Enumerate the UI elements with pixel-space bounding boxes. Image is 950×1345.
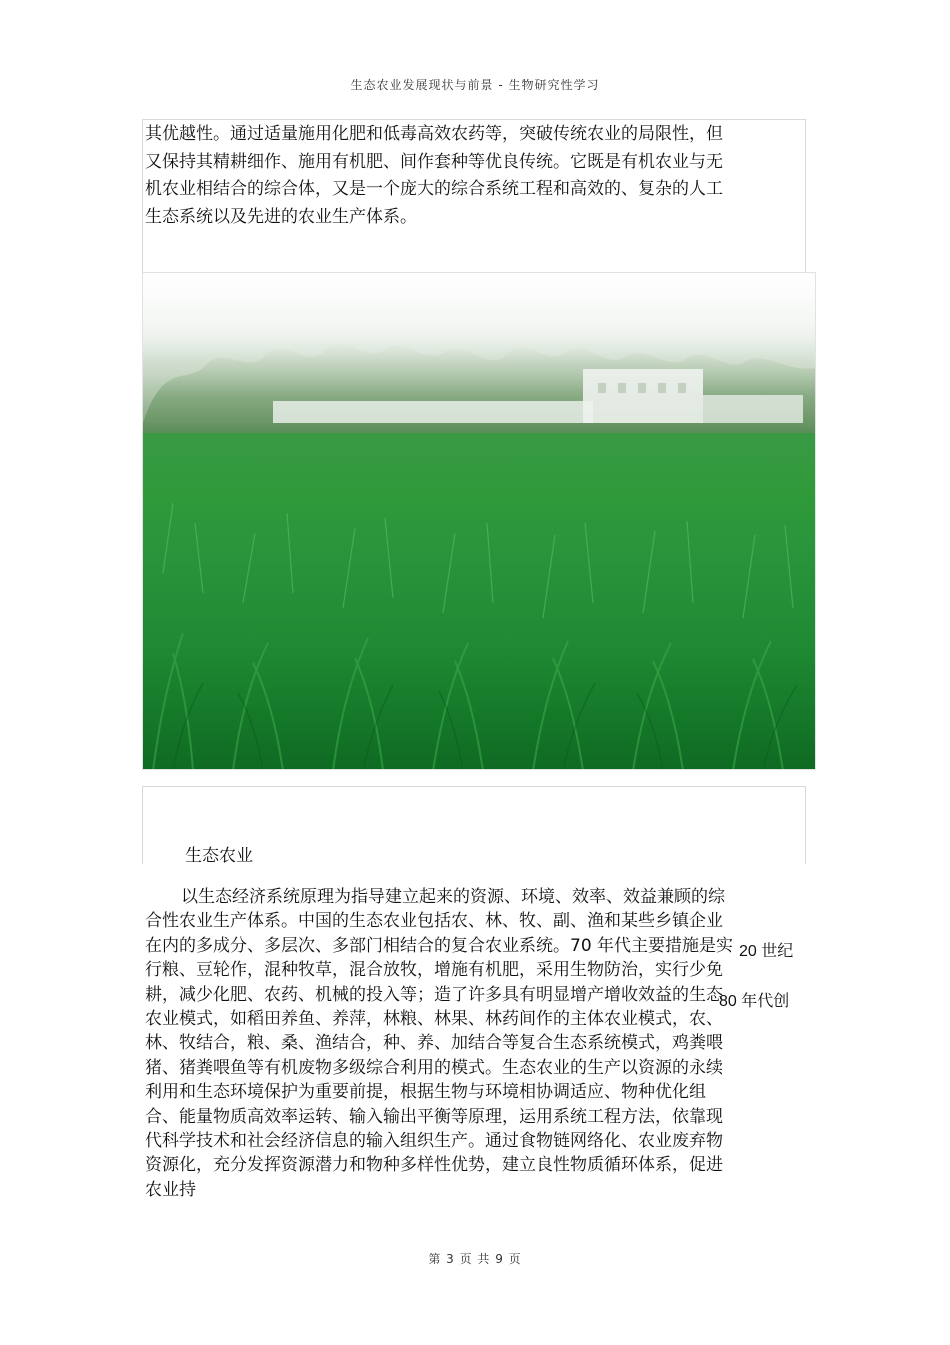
side-note-decade: 80 年代创 <box>719 993 790 1010</box>
page-footer: 第 3 页 共 9 页 <box>428 1252 522 1266</box>
rice-field-photo <box>142 272 816 770</box>
rice-field-illustration <box>143 273 816 770</box>
intro-paragraph: 其优越性。通过适量施用化肥和低毒高效农药等，突破传统农业的局限性，但又保持其精耕细作、施用有机肥、间作套种等优良传统。它既是有机农业与无机农业相结合的综合体，又是一个庞大的综合系统工程和高效的、复杂的人工生态系统以及先进的农业生产体系。 <box>145 124 723 227</box>
page-header: 生态农业发展现状与前景 - 生物研究性学习 <box>350 78 600 92</box>
figure-caption: 生态农业 <box>185 846 253 866</box>
main-paragraph: 以生态经济系统原理为指导建立起来的资源、环境、效率、效益兼顾的综合性农业生产体系。中国的生态农业包括农、林、牧、副、渔和某些乡镇企业在内的多成分、多层次、多部门相结合的复合农业系统。70 年代主要措施是实行粮、豆轮作，混种牧草，混合放牧，增施有机肥，采用生物防治，实行少免耕，减少化肥、农药、机械的投入等；造了许多具有明显增产增收效益的生态农业模式，如稻田养鱼、养萍，林粮、林果、林药间作的主体农业模式，农、林、牧结合，粮、桑、渔结合，种、养、加结合等复合生态系统模式，鸡粪喂猪、猪粪喂鱼等有机废物多级综合利用的模式。生态农业的生产以资源的永续利用和生态环境保护为重要前提，根据生物与环境相协调适应、物种优化组合、能量物质高效率运转、输入输出平衡等原理，运用系统工程方法，依靠现代科学技术和社会经济信息的输入组织生产。通过食物链网络化、农业废弃物资源化，充分发挥资源潜力和物种多样性优势，建立良性物质循环体系，促进农业持 <box>145 887 734 1200</box>
side-note-century: 20 世纪 <box>739 943 794 960</box>
